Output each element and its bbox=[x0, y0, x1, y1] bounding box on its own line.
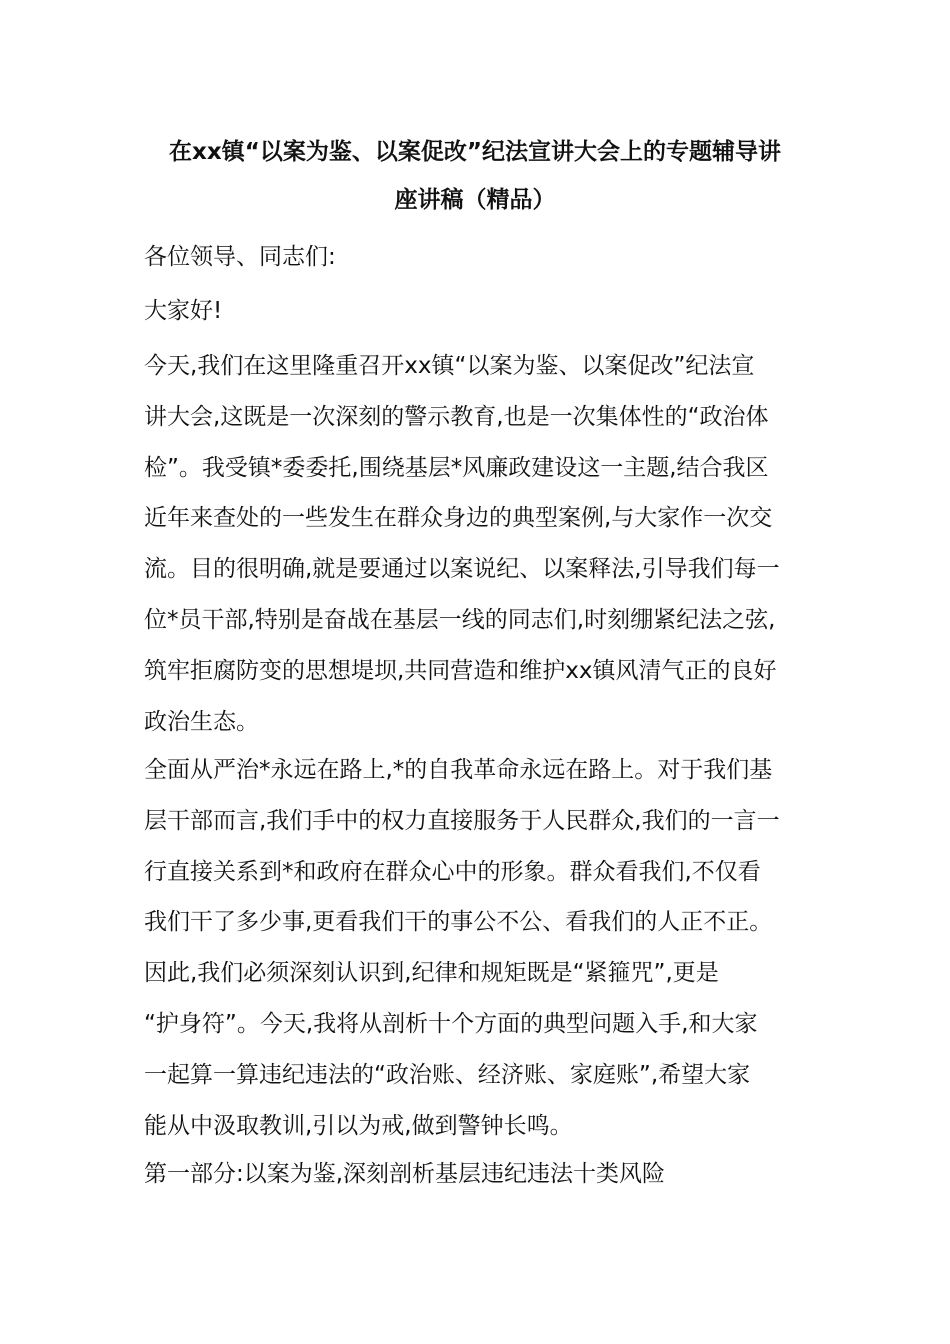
body-line: 层干部而言,我们手中的权力直接服务于人民群众,我们的一言一 bbox=[144, 807, 780, 834]
intro-paragraph bbox=[144, 341, 810, 747]
body-line: 我们干了多少事,更看我们干的事公不公、看我们的人正不正。 bbox=[144, 909, 773, 936]
body-line: 全面从严治*永远在路上,*的自我革命永远在路上。对于我们基 bbox=[144, 757, 773, 783]
body-line: 一起算一算违纪违法的“政治账、经济账、家庭账”,希望大家 bbox=[144, 1061, 751, 1088]
intro-line: 政治生态。 bbox=[144, 708, 259, 735]
body-line: 行直接关系到*和政府在群众心中的形象。群众看我们,不仅看 bbox=[144, 858, 761, 885]
intro-line: 流。目的很明确,就是要通过以案说纪、以案释法,引导我们每一 bbox=[144, 556, 780, 583]
intro-line: 筑牢拒腐防变的思想堤坝,共同营造和维护xx镇风清气正的良好 bbox=[144, 657, 777, 684]
intro-line: 检”。我受镇*委委托,围绕基层*风廉政建设这一主题,结合我区 bbox=[144, 454, 769, 481]
title-line-1: 在xx镇“以案为鉴、以案促改”纪法宣讲大会上的专题辅导讲 bbox=[169, 139, 781, 165]
body-line: 因此,我们必须深刻认识到,纪律和规矩既是“紧箍咒”,更是 bbox=[144, 960, 719, 987]
body-line: “护身符”。今天,我将从剖析十个方面的典型问题入手,和大家 bbox=[144, 1010, 758, 1037]
body-paragraph bbox=[144, 745, 810, 1151]
greeting: 各位领导、同志们: bbox=[144, 244, 336, 270]
title-line-2: 座讲稿（精品） bbox=[394, 187, 556, 213]
document-title bbox=[140, 128, 810, 224]
intro-line: 讲大会,这既是一次深刻的警示教育,也是一次集体性的“政治体 bbox=[144, 403, 769, 430]
body-line: 能从中汲取教训,引以为戒,做到警钟长鸣。 bbox=[144, 1112, 573, 1139]
section-heading: 第一部分:以案为鉴,深刻剖析基层违纪违法十类风险 bbox=[144, 1161, 666, 1187]
intro-line: 今天,我们在这里隆重召开xx镇“以案为鉴、以案促改”纪法宣 bbox=[144, 353, 755, 379]
intro-line: 近年来查处的一些发生在群众身边的典型案例,与大家作一次交 bbox=[144, 505, 773, 532]
hello-line: 大家好! bbox=[144, 298, 223, 324]
intro-line: 位*员干部,特别是奋战在基层一线的同志们,时刻绷紧纪法之弦, bbox=[144, 606, 776, 633]
